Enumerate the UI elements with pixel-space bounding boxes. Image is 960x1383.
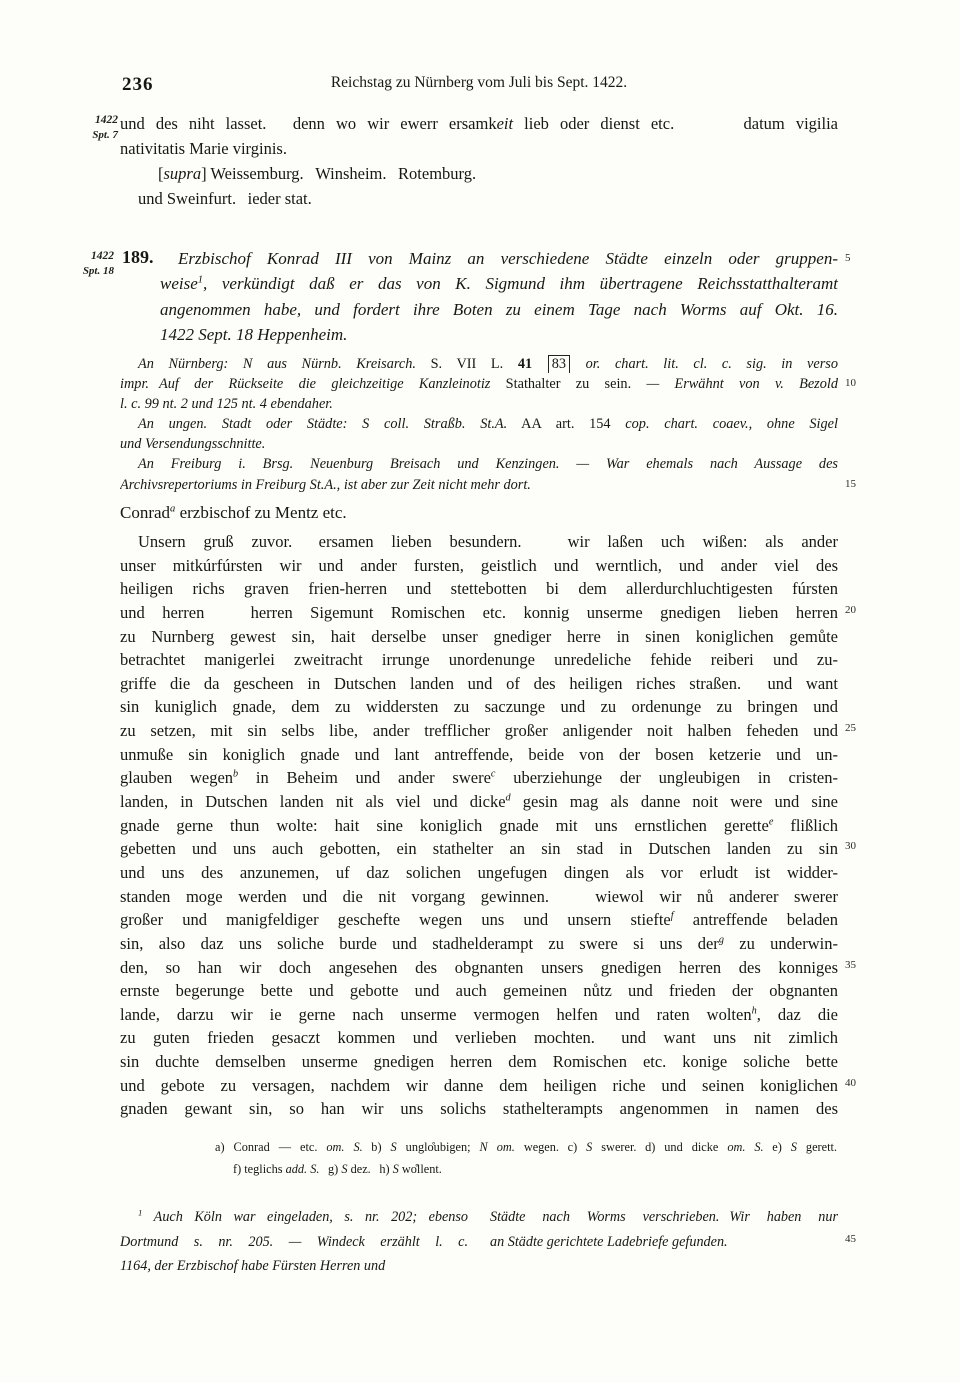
text-line: zu guten frieden gesaczt kommen und verlieben mochten. und want uns nit zimlich [120, 1028, 838, 1048]
text-line: großer und manigfeldiger geschefte wegen uns und unsern stiefte$^f$ antreffende beladen [120, 910, 838, 930]
line-number: 15 [845, 478, 856, 490]
text-line: zu setzen, mit sin selbs libe, ander trefflicher großer anligender noit halben feheden und [120, 721, 838, 741]
text-line: den, so han wir doch angesehen des obgnanten unsers gnedigen herren des konniges [120, 957, 838, 977]
text-line: glauben wegen$^b$ in Beheim und ander swere$^c$ uberziehunge der ungleubigen in cristen- [120, 768, 838, 788]
text-line: Archivsrepertoriums in Freiburg St.A., ist aber zur Zeit nicht mehr dort. [120, 476, 531, 493]
footnote-left-column [120, 1205, 468, 1279]
text-line: 1164, der Erzbischof habe Fürsten Herren und [120, 1258, 386, 1275]
text-line: Dortmund s. nr. 205. — Windeck erzählt l. c. [120, 1233, 468, 1250]
text-line: heiligen richs graven frien-herren und stettebotten bi dem allerdurchluchtigesten fúrsten [120, 579, 838, 599]
text-line: gebetten und uns auch gebotten, ein stathelter an sin stad in Dutschen landen zu sin [120, 839, 838, 859]
line-number: 35 [845, 959, 856, 971]
text-line: a) Conrad — etc. om. S. b) S unglo̊ubigen; N om. wegen. c) S swerer. d) und dicke om. S. e) S gerett. [215, 1140, 837, 1154]
text-line: sin duchte demselben unserme gnedigen herren dem Romischen etc. konige soliche bette [120, 1052, 838, 1072]
page-number: 236 [122, 74, 154, 95]
marginal-date-entry [56, 249, 114, 279]
line-number: 20 [845, 604, 856, 616]
text-line: Unsern gruß zuvor. ersamen lieben besundern. wir laßen uch wißen: als ander [138, 532, 838, 551]
marginal-year: 1422 [95, 114, 118, 126]
text-line: und uns des anzunemen, uf daz solichen ungefugen dingen als vor erludt ist widder- [120, 862, 838, 882]
critical-apparatus [215, 1136, 837, 1180]
line-number: 5 [845, 252, 851, 264]
marginal-year: 1422 [91, 250, 114, 262]
text-line: standen moge werden und die nit vorgang gewinnen. wiewol wir nů anderer swerer [120, 886, 838, 906]
text-line: nativitatis Marie virginis. [120, 139, 287, 158]
line-number: 45 [845, 1233, 856, 1245]
text-line: betrachtet manigerlei zweitracht irrunge unordenunge unredeliche fehide reiberi und zu- [120, 650, 838, 670]
entry-regest-heading [160, 246, 838, 348]
text-line: Conrad$^a$ erzbischof zu Mentz etc. [120, 503, 347, 522]
line-number: 10 [845, 377, 856, 389]
text-line: weise$^1$, verkündigt daß er das von K. Sigmund ihm übertragene Reichsstatthalteramt [160, 274, 838, 294]
text-line: 1422 Sept. 18 Heppenheim. [160, 325, 348, 345]
entry-number: 189. [122, 247, 154, 267]
text-line: gnaden gewant sin, so han wir uns solichs stathelterampts angenommen in namen des [120, 1099, 838, 1119]
text-line: Erzbischof Konrad III von Mainz an verschiedene Städte einzeln oder gruppen- [178, 249, 838, 268]
text-line: $^1$ Auch Köln war eingeladen, s. nr. 202; ebenso [138, 1207, 468, 1225]
letter-body [120, 530, 838, 1121]
text-line: und herren herren Sigemunt Romischen etc. konnig unserme gnedigen lieben herren [120, 602, 838, 622]
text-line: angenommen habe, und fordert ihre Boten zu einem Tage nach Worms auf Okt. 16. [160, 299, 838, 319]
text-line: ernste begerunge bette und gebotte und auch gemeinen nůtz und frieden der obgnanten [120, 981, 838, 1001]
text-line: an Städte gerichtete Ladebriefe gefunden. [490, 1233, 728, 1250]
text-line: Städte nach Worms verschrieben. Wir haben nur [490, 1209, 838, 1225]
footnote [120, 1205, 838, 1279]
letter-salutation [120, 503, 838, 523]
text-line: [supra] Weissemburg. Winsheim. Rotemburg. [158, 164, 477, 183]
text-line: griffe die da gescheen in Dutschen landen und of des heiligen riches straßen. und want [120, 673, 838, 693]
marginal-day: Spt. 18 [82, 265, 114, 277]
text-line: An ungen. Stadt oder Städte: S coll. Straßb. St.A. AA art. 154 cop. chart. coaev., ohne Sigel [138, 416, 838, 433]
footnote-right-column [490, 1205, 838, 1279]
text-line: impr. Auf der Rückseite die gleichzeitige Kanzleinotiz Stathalter zu sein. — Erwähnt von v. Bezold [120, 376, 838, 393]
text-line: und Versendungsschnitte. [120, 436, 266, 453]
text-line: l. c. 99 nt. 2 und 125 nt. 4 ebendaher. [120, 396, 333, 413]
running-title: Reichstag zu Nürnberg vom Juli bis Sept. 1422. [330, 74, 628, 91]
text-line: landen, in Dutschen landen nit als viel und dicke$^d$ gesin mag als danne noit were und sine [120, 792, 838, 812]
text-line: zu Nurnberg gewest sin, hait derselbe unser gnediger herre in sinen koniglichen gemůte [120, 626, 838, 646]
text-line: An Freiburg i. Brsg. Neuenburg Breisach und Kenzingen. — War ehemals nach Aussage des [138, 456, 838, 473]
previous-document-closing [120, 111, 838, 211]
line-number: 30 [845, 840, 856, 852]
page-header [120, 74, 838, 95]
text-line: und Sweinfurt. ieder stat. [138, 189, 312, 208]
marginal-date-prev [60, 113, 118, 143]
marginal-day: Spt. 7 [92, 129, 118, 141]
text-line: gnade gerne thun wolte: hait sine koniglich gnade mit uns ernstlichen gerette$^e$ flißlich [120, 815, 838, 835]
line-number: 40 [845, 1077, 856, 1089]
text-line: An Nürnberg: N aus Nürnb. Kreisarch. S. VII L. 41 83 or. chart. lit. cl. c. sig. in verso [138, 356, 838, 372]
text-line: lande, darzu wir ie gerne nach unserme vermogen helfen und raten wolten$^h$, daz die [120, 1004, 838, 1024]
entry-189 [120, 246, 838, 348]
text-line: unser mitkúrfúrsten wir und ander fursten, geistlich und werntlich, und ander viel des [120, 555, 838, 575]
text-line: sin kuniglich gnade, dem zu widdersten zu saczunge und zu ordenunge zu bringen und [120, 697, 838, 717]
text-line: unmuße sin koniglich gnade und lant antreffende, beide von der bosen ketzerie und un- [120, 744, 838, 764]
text-line: und des niht lasset. denn wo wir ewerr ersamkeit lieb oder dienst etc. datum vigilia [120, 114, 838, 133]
text-line: sin, also daz uns soliche burde und stadhelderampt zu swere si uns der$^g$ zu underwin- [120, 933, 838, 953]
line-number: 25 [845, 722, 856, 734]
source-notes [120, 354, 838, 495]
text-line: f) teglichs add. S. g) S dez. h) S wo̊llent. [233, 1162, 442, 1176]
text-line: und gebote zu versagen, nachdem wir danne dem heiligen riche und seinen koniglichen [120, 1075, 838, 1095]
